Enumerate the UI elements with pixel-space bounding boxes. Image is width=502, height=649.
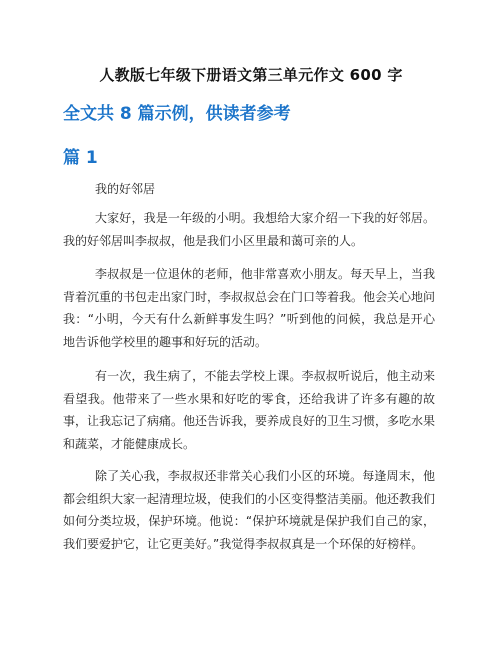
essay-paragraph: 有一次，我生病了，不能去学校上课。李叔叔听说后，他主动来看望我。他带来了一些水果和好吃的零食，还给我讲了许多有趣的故事，让我忘记了病痛。他还告诉我，要养成良好的卫生习惯，多吃水果和蔬菜，才能健康成长。 xyxy=(63,369,436,451)
essay-paragraph: 李叔叔是一位退休的老师，他非常喜欢小朋友。每天早上，当我背着沉重的书包走出家门时，李叔叔总会在门口等着我。他会关心地问我：“小明，今天有什么新鲜事发生吗？”听到他的问候，我总是开心地告诉他学校里的趣事和好玩的活动。 xyxy=(63,267,436,349)
document-title: 人教版七年级下册语文第三单元作文 600 字 xyxy=(99,66,403,84)
essay-paragraph: 大家好，我是一年级的小明。我想给大家介绍一下我的好邻居。我的好邻居叫李叔叔，他是我们小区里最和蔼可亲的人。 xyxy=(63,211,435,248)
essay-paragraph: 除了关心我，李叔叔还非常关心我们小区的环境。每逢周末，他都会组织大家一起清理垃圾，使我们的小区变得整洁美丽。他还教我们如何分类垃圾，保护环境。他说：“保护环境就是保护我们自己的家，我们要爱护它，让它更美好。”我觉得李叔叔真是一个环保的好榜样。 xyxy=(63,469,436,551)
essay-title: 我的好邻居 xyxy=(95,182,156,196)
document-subtitle: 全文共 8 篇示例，供读者参考 xyxy=(63,104,291,124)
section-heading: 篇 1 xyxy=(63,148,98,168)
